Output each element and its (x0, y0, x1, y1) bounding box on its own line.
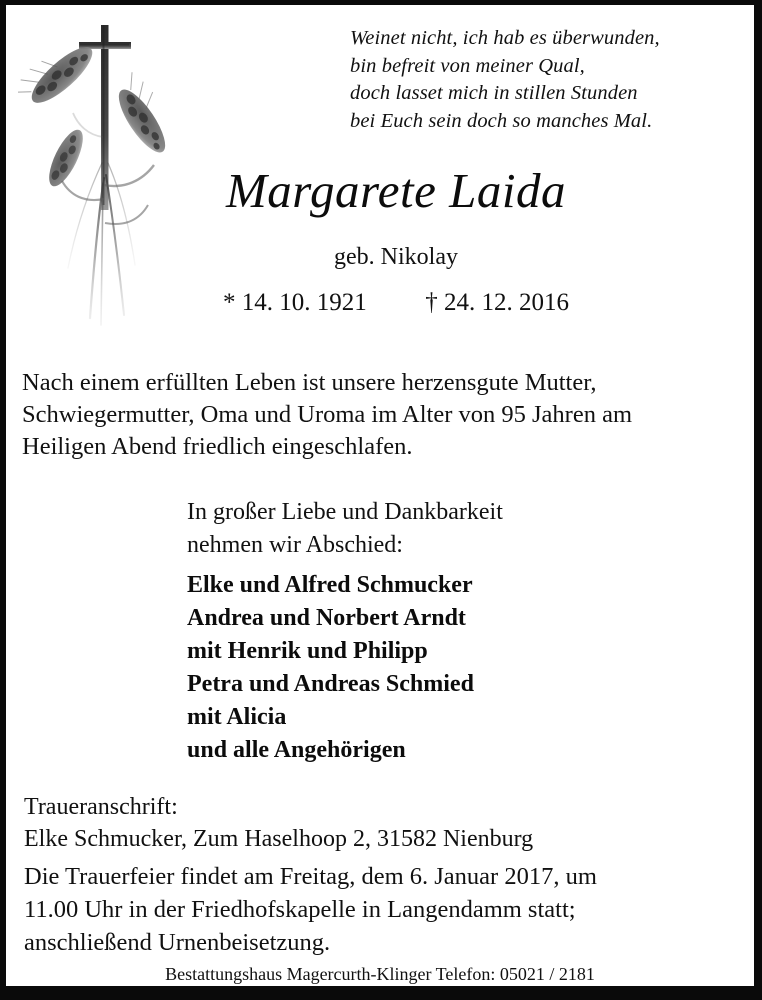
announcement-line: Nach einem erfüllten Leben ist unsere herzensgute Mutter, (22, 369, 597, 396)
farewell-text (187, 496, 617, 562)
farewell-line: nehmen wir Abschied: (187, 532, 403, 558)
service-line: Die Trauerfeier findet am Freitag, dem 6. Januar 2017, um (24, 863, 597, 890)
announcement-line: Schwiegermutter, Oma und Uroma im Alter von 95 Jahren am (22, 401, 633, 428)
death-date: 24. 12. 2016 (444, 289, 569, 316)
mourner-line: mit Henrik und Philipp (187, 638, 428, 664)
death-symbol: † (425, 289, 438, 316)
mourning-address (24, 791, 740, 855)
deceased-name: Margarete Laida (225, 163, 567, 218)
mourner-line: Andrea und Norbert Arndt (187, 605, 466, 631)
obituary-sheet (6, 5, 754, 986)
poem-line: bin befreit von meiner Qual, (350, 54, 585, 77)
service-line: anschließend Urnenbeisetzung. (24, 929, 331, 956)
address-label: Traueranschrift: (24, 794, 178, 820)
announcement-text (22, 367, 738, 463)
poem-line: bei Euch sein doch so manches Mal. (350, 109, 653, 132)
birth-date: 14. 10. 1921 (241, 289, 367, 316)
service-line: 11.00 Uhr in der Friedhofskapelle in Langendamm statt; (24, 896, 576, 923)
life-dates (166, 287, 626, 319)
mourner-line: Elke und Alfred Schmucker (187, 572, 473, 598)
mourners-list (187, 569, 617, 767)
funeral-home-footer: Bestattungshaus Magercurth-Klinger Telefon: 05021 / 2181 (165, 964, 595, 984)
address-line: Elke Schmucker, Zum Haselhoop 2, 31582 Nienburg (24, 826, 534, 852)
funeral-service-details (24, 860, 740, 959)
poem-line: doch lasset mich in stillen Stunden (350, 82, 638, 104)
announcement-line: Heiligen Abend friedlich eingeschlafen. (22, 433, 413, 460)
birth-symbol: * (223, 289, 236, 316)
mourner-line: und alle Angehörigen (187, 737, 406, 763)
deceased-maiden-name: geb. Nikolay (334, 244, 458, 270)
mourner-line: mit Alicia (187, 704, 287, 730)
mourner-line: Petra und Andreas Schmied (187, 671, 474, 697)
cross-with-wheat-icon (18, 13, 188, 343)
memorial-poem (350, 25, 750, 135)
farewell-line: In großer Liebe und Dankbarkeit (187, 499, 503, 525)
poem-line: Weinet nicht, ich hab es überwunden, (350, 27, 660, 49)
